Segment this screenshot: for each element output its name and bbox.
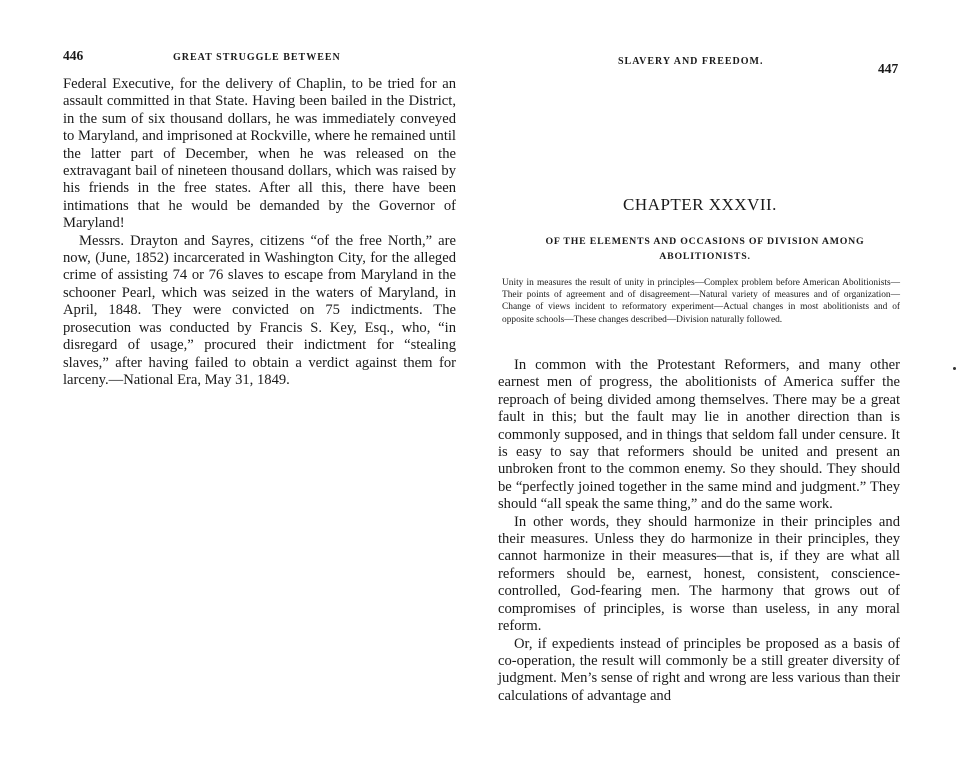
- right-page: [490, 0, 980, 776]
- margin-dot: [953, 367, 956, 370]
- right-paragraph-1: In common with the Protestant Reformers, and many other earnest men of progress, the abolitionists of America suffer the reproach of being divided among themselves. There may be a great fault in this; but the fault may lie in another direction than is commonly supposed, and in things that seldom fall under censure. It is easy to say that reformers should be united and present an unbroken front to the common enemy. So they should. They should be “perfectly joined together in the same mind and judgment.” They should “all speak the same thing,” and do the same work.: [498, 357, 900, 513]
- right-paragraph-2: In other words, they should harmonize in their principles and their measures. Unless they do harmonize in their principles, they cannot harmonize in their measures—that is, if they are what all reformers should be, earnest, honest, consistent, conscience-controlled, God-fearing men. The harmony that grows out of compromises of principles, is worse than useless, in any moral reform.: [498, 513, 900, 635]
- right-page-number: 447: [878, 61, 899, 76]
- left-running-head: GREAT STRUGGLE BETWEEN: [173, 52, 341, 63]
- left-body: [63, 76, 456, 389]
- left-paragraph-2: Messrs. Drayton and Sayres, citizens “of the free North,” are now, (June, 1852) incarcerated in Washington City, for the alleged crime of assisting 74 or 76 slaves to escape from Maryland in the schooner Pearl, which was seized in the waters of Maryland, in April, 1848. They were convicted on 75 indictments. The prosecution was conducted by Francis S. Key, Esq., who, “in disregard of usage,” procured their indictment for “stealing slaves,” after having failed to obtain a verdict against them for larceny.—National Era, May 31, 1849.: [63, 232, 456, 388]
- left-paragraph-1: Federal Executive, for the delivery of Chaplin, to be tried for an assault committed in that State. Having been bailed in the District, in the sum of six thousand dollars, he was immediately conveyed to Maryland, and imprisoned at Rockville, where he remained until the latter part of December, when he was released on the extravagant bail of nineteen thousand dollars, which was raised by his friends in the free states. After all this, there have been intimations that he would be demanded by the Governor of Maryland!: [63, 76, 456, 232]
- right-body: [498, 357, 900, 705]
- left-page-number: 446: [63, 48, 84, 63]
- right-running-head: SLAVERY AND FREEDOM.: [618, 56, 764, 67]
- right-paragraph-3: Or, if expedients instead of principles be proposed as a basis of co-operation, the result will commonly be a still greater diversity of judgment. Men’s sense of right and wrong are less various than their calculations of advantage and: [498, 635, 900, 704]
- chapter-synopsis: Unity in measures the result of unity in principles—Complex problem before American Abolitionists—Their points of agreement and of disagreement—Natural variety of measures and of organization—Change of views incident to reformatory experiment—Actual changes in most abolitionists and of opposite schools—These changes described—Division naturally followed.: [502, 278, 900, 325]
- chapter-subtitle: OF THE ELEMENTS AND OCCASIONS OF DIVISION AMONG ABOLITIONISTS.: [545, 236, 865, 262]
- chapter-title: CHAPTER XXXVII.: [623, 195, 777, 214]
